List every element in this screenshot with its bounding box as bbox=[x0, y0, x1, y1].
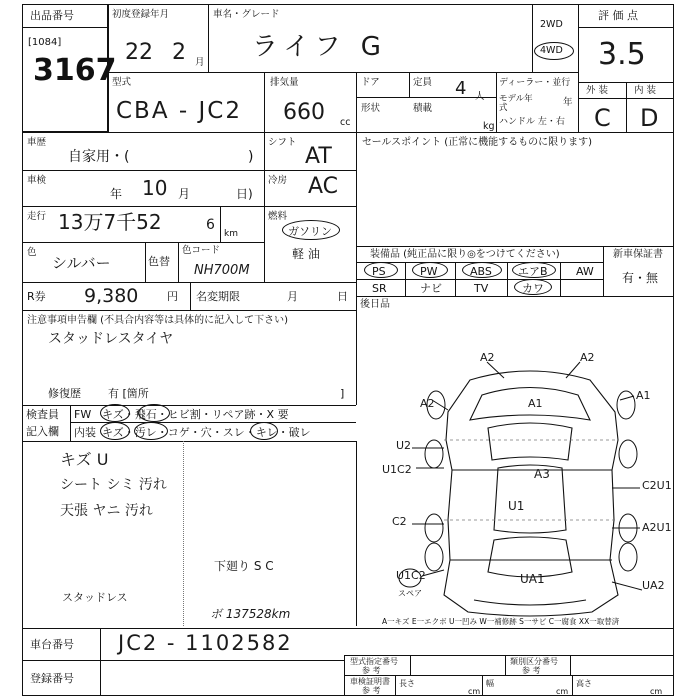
first-reg-year: 22 bbox=[125, 40, 153, 65]
color-code-value: NH700M bbox=[194, 263, 250, 278]
shift-value: AT bbox=[305, 144, 332, 169]
reg-label: 登録番号 bbox=[30, 672, 74, 685]
name-change-month: 月 bbox=[287, 290, 298, 303]
type-designation-ref: 参 考 bbox=[362, 666, 381, 675]
notes-content: スタッドレスタイヤ bbox=[48, 331, 174, 347]
shape-label: 形状 bbox=[361, 103, 381, 114]
mileage-label: 走行 bbox=[27, 211, 47, 222]
model-year-label: モデル年式 bbox=[499, 94, 533, 113]
equip-airbag: エアB bbox=[518, 265, 548, 278]
lot-number: 3167 bbox=[33, 53, 117, 88]
inspector-label-top: 検査員 bbox=[26, 408, 59, 421]
exterior-label: 外 装 bbox=[586, 85, 609, 96]
spare-label: スペア bbox=[398, 589, 422, 598]
name-change-label: 名変期限 bbox=[196, 290, 240, 303]
score-label: 評 価 点 bbox=[598, 9, 638, 22]
color-code-label: 色コード bbox=[182, 245, 221, 256]
footer-div-c bbox=[570, 655, 571, 675]
inspection-month-unit: 月 bbox=[178, 187, 191, 201]
lot-label: 出品番号 bbox=[30, 9, 74, 22]
width-label: 幅 bbox=[486, 679, 494, 688]
chassis-value: JC2 - 1102582 bbox=[118, 631, 293, 655]
length-unit: cm bbox=[468, 687, 481, 696]
displacement-value: 660 bbox=[283, 100, 325, 125]
interior-label: 内 装 bbox=[634, 85, 657, 96]
kg-unit: kg bbox=[483, 121, 495, 132]
dealer-label: ディーラー・並行 bbox=[499, 78, 571, 88]
equip-abs: ABS bbox=[470, 265, 492, 278]
damage-mark-14: UA1 bbox=[520, 572, 545, 586]
inspection-month: 10 bbox=[142, 176, 168, 200]
equip-tv: TV bbox=[474, 282, 489, 295]
footer-div-b bbox=[505, 655, 506, 675]
footer-mid bbox=[22, 660, 344, 661]
name-change-day: 日 bbox=[337, 290, 348, 303]
warranty-label: 新車保証書 bbox=[613, 249, 663, 260]
warranty-value: 有・無 bbox=[622, 271, 659, 285]
length-label: 長さ bbox=[399, 679, 415, 688]
color-change-label: 色替 bbox=[148, 255, 170, 268]
footer-div-f bbox=[572, 675, 573, 696]
exterior-grade: C bbox=[594, 104, 611, 132]
damage-mark-5: A1 bbox=[636, 389, 651, 402]
fw-label: FW bbox=[74, 408, 92, 421]
damage-mark-3: A2 bbox=[420, 397, 435, 410]
footer-top bbox=[22, 628, 674, 629]
sales-point-label: セールスポイント (正常に機能するものに限ります) bbox=[362, 137, 593, 148]
equip-ps: PS bbox=[372, 265, 386, 278]
model-label: 型式 bbox=[112, 77, 132, 88]
equip-pw: PW bbox=[420, 265, 438, 278]
door-label: ドア bbox=[361, 77, 380, 88]
equip-leather: カワ bbox=[522, 282, 544, 295]
remark-2: シート シミ 汚れ bbox=[60, 477, 167, 493]
recycle-label: R券 bbox=[27, 290, 46, 303]
chassis-divider bbox=[100, 628, 101, 696]
damage-mark-13: U1C2 bbox=[396, 569, 426, 582]
km-unit: km bbox=[224, 229, 238, 239]
repair-label: 修復歴 bbox=[48, 387, 81, 400]
mileage-value: 13万7千52 bbox=[58, 210, 162, 234]
score-value: 3.5 bbox=[598, 37, 646, 72]
repair-close: ] bbox=[340, 387, 345, 400]
cert-label: 車検証明書 bbox=[350, 677, 390, 686]
shift-label: シフト bbox=[268, 137, 297, 148]
history-close: ) bbox=[248, 149, 254, 165]
lot-code: [1084] bbox=[28, 37, 62, 48]
damage-mark-11: U1 bbox=[508, 499, 525, 513]
model-value: CBA - JC2 bbox=[116, 98, 242, 124]
width-unit: cm bbox=[556, 687, 569, 696]
color-label: 色 bbox=[27, 247, 37, 258]
category-label: 類別区分番号 bbox=[510, 657, 558, 666]
first-reg-label: 初度登録年月 bbox=[112, 9, 170, 20]
fuel-label: 燃料 bbox=[268, 211, 288, 222]
displacement-label: 排気量 bbox=[270, 77, 299, 88]
height-label: 高さ bbox=[576, 679, 592, 688]
history-value: 自家用・( bbox=[68, 149, 130, 165]
first-reg-month: 2 bbox=[172, 40, 186, 65]
damage-mark-10: C2 bbox=[392, 515, 407, 528]
category-ref: 参 考 bbox=[522, 666, 541, 675]
damage-mark-9: C2U1 bbox=[642, 479, 672, 492]
remark-1: キズ U bbox=[60, 450, 109, 469]
damage-mark-4: A1 bbox=[528, 397, 543, 410]
month-unit: 月 bbox=[195, 57, 205, 68]
inspector-interior-items: キズ・汚レ・コゲ・穴・スレ・キレ・破レ bbox=[102, 426, 311, 439]
interior-grade: D bbox=[640, 104, 659, 132]
equip-aw: AW bbox=[576, 265, 594, 278]
damage-mark-1: A2 bbox=[480, 351, 495, 364]
ac-label: 冷房 bbox=[268, 175, 288, 186]
inspector-label-bottom: 記入欄 bbox=[26, 425, 59, 438]
fuel-gasoline: ガソリン bbox=[288, 225, 332, 238]
capacity-label: 定員 bbox=[413, 77, 433, 88]
damage-mark-8: A3 bbox=[534, 467, 550, 481]
inspection-year-unit: 年 bbox=[110, 187, 123, 201]
damage-legend: A一キズ E一エクボ U一凹み W一補修跡 S一サビ C一腐食 XX一取替済 bbox=[382, 617, 620, 626]
person-unit: 人 bbox=[475, 91, 485, 102]
type-designation-label: 型式指定番号 bbox=[350, 657, 398, 666]
drive-4wd: 4WD bbox=[540, 45, 563, 56]
mileage-extra: 6 bbox=[206, 217, 215, 233]
yen-unit: 円 bbox=[167, 290, 178, 303]
drive-2wd: 2WD bbox=[540, 19, 563, 30]
history-label: 車歴 bbox=[27, 137, 47, 148]
damage-mark-7: U1C2 bbox=[382, 463, 412, 476]
year-unit: 年 bbox=[563, 97, 573, 108]
fw-items: キズ・飛石・ヒビ割・リペア跡・X 要 bbox=[102, 408, 289, 421]
ac-value: AC bbox=[308, 174, 339, 199]
remark-5: スタッドレス bbox=[62, 591, 128, 604]
inspection-label: 車検 bbox=[27, 175, 47, 186]
damage-mark-12: A2U1 bbox=[642, 521, 672, 534]
car-name-label: 車名・グレード bbox=[213, 9, 280, 20]
notes-title: 注意事項申告欄 (不具合内容等は具体的に記入して下さい) bbox=[27, 315, 288, 326]
car-name-value: ライフ G bbox=[252, 32, 387, 62]
repair-value: 有 [箇所 bbox=[108, 387, 149, 400]
footer-div-e bbox=[482, 675, 483, 696]
capacity-value: 4 bbox=[455, 78, 467, 99]
damage-mark-2: A2 bbox=[580, 351, 595, 364]
after-label: 後日品 bbox=[360, 299, 390, 310]
equip-navi: ナビ bbox=[420, 282, 442, 295]
recycle-value: 9,380 bbox=[84, 285, 139, 307]
damage-mark-15: UA2 bbox=[642, 579, 665, 592]
footer-div-d bbox=[395, 675, 396, 696]
footer-right-top bbox=[344, 655, 674, 656]
remark-4: 下廻り S C bbox=[214, 559, 274, 573]
inspection-day-unit: 日) bbox=[236, 187, 253, 201]
chassis-label: 車台番号 bbox=[30, 638, 74, 651]
remark-3: 天張 ヤニ 汚れ bbox=[60, 503, 153, 519]
equip-title: 装備品 (純正品に限り◎をつけてください) bbox=[370, 249, 560, 260]
footer-right-mid bbox=[344, 675, 674, 676]
load-label: 積載 bbox=[413, 103, 433, 114]
cc-unit: cc bbox=[340, 117, 351, 128]
handle-label: ハンドル 左・右 bbox=[499, 117, 565, 127]
height-unit: cm bbox=[650, 687, 663, 696]
damage-mark-6: U2 bbox=[396, 439, 412, 452]
inspector-interior-label: 内装 bbox=[74, 426, 96, 439]
footer-div-a bbox=[410, 655, 411, 675]
fuel-diesel: 軽 油 bbox=[292, 247, 320, 261]
equip-sr: SR bbox=[372, 282, 387, 295]
color-value: シルバー bbox=[52, 254, 111, 272]
cert-ref: 参 考 bbox=[362, 686, 381, 695]
remark-6: ボ 137528km bbox=[210, 607, 291, 621]
